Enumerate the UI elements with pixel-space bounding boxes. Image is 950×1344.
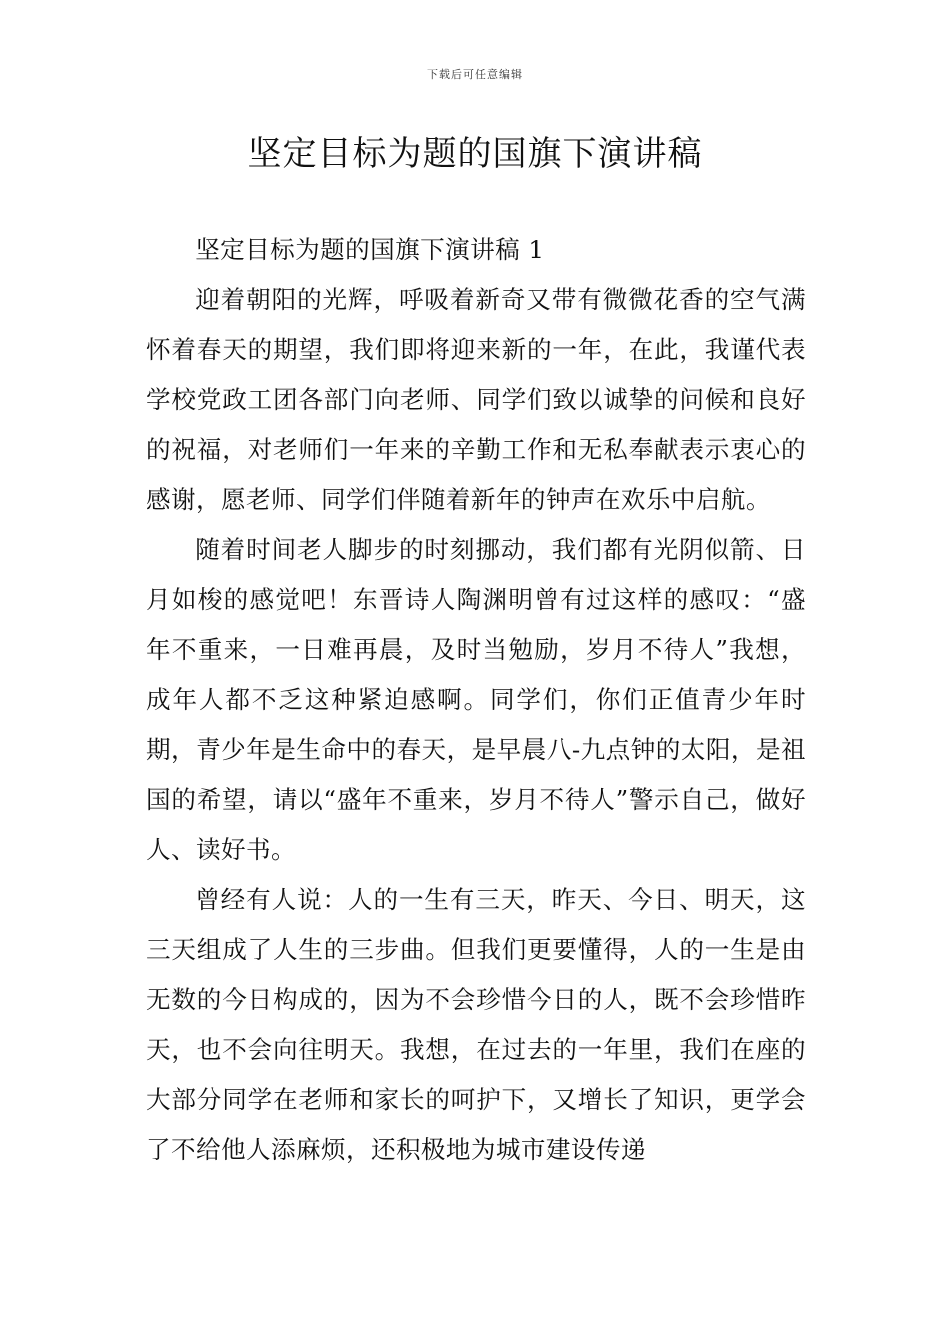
paragraph: 迎着朝阳的光辉，呼吸着新奇又带有微微花香的空气满怀着春天的期望，我们即将迎来新的一年，在此，我谨代表学校党政工团各部门向老师、同学们致以诚挚的问候和良好的祝福，对老师们一年来的辛勤工作和无私奉献表示衷心的感谢，愿老师、同学们伴随着新年的钟声在欢乐中启航。	[146, 285, 806, 514]
document-subtitle: 坚定目标为题的国旗下演讲稿 1	[195, 235, 545, 264]
document-title: 坚定目标为题的国旗下演讲稿	[247, 134, 703, 174]
document-body	[146, 225, 806, 1175]
header-note: 下载后可任意编辑	[427, 68, 523, 81]
paragraph: 随着时间老人脚步的时刻挪动，我们都有光阴似箭、日月如梭的感觉吧！东晋诗人陶渊明曾有过这样的感叹：“盛年不重来，一日难再晨，及时当勉励，岁月不待人”我想，成年人都不乏这种紧迫感啊。同学们，你们正值青少年时期，青少年是生命中的春天，是早晨八-九点钟的太阳，是祖国的希望，请以“盛年不重来，岁月不待人”警示自己，做好人、读好书。	[146, 535, 806, 864]
paragraph: 曾经有人说：人的一生有三天，昨天、今日、明天，这三天组成了人生的三步曲。但我们更要懂得，人的一生是由无数的今日构成的，因为不会珍惜今日的人，既不会珍惜昨天，也不会向往明天。我想，在过去的一年里，我们在座的大部分同学在老师和家长的呵护下，又增长了知识，更学会了不给他人添麻烦，还积极地为城市建设传递	[146, 885, 806, 1164]
